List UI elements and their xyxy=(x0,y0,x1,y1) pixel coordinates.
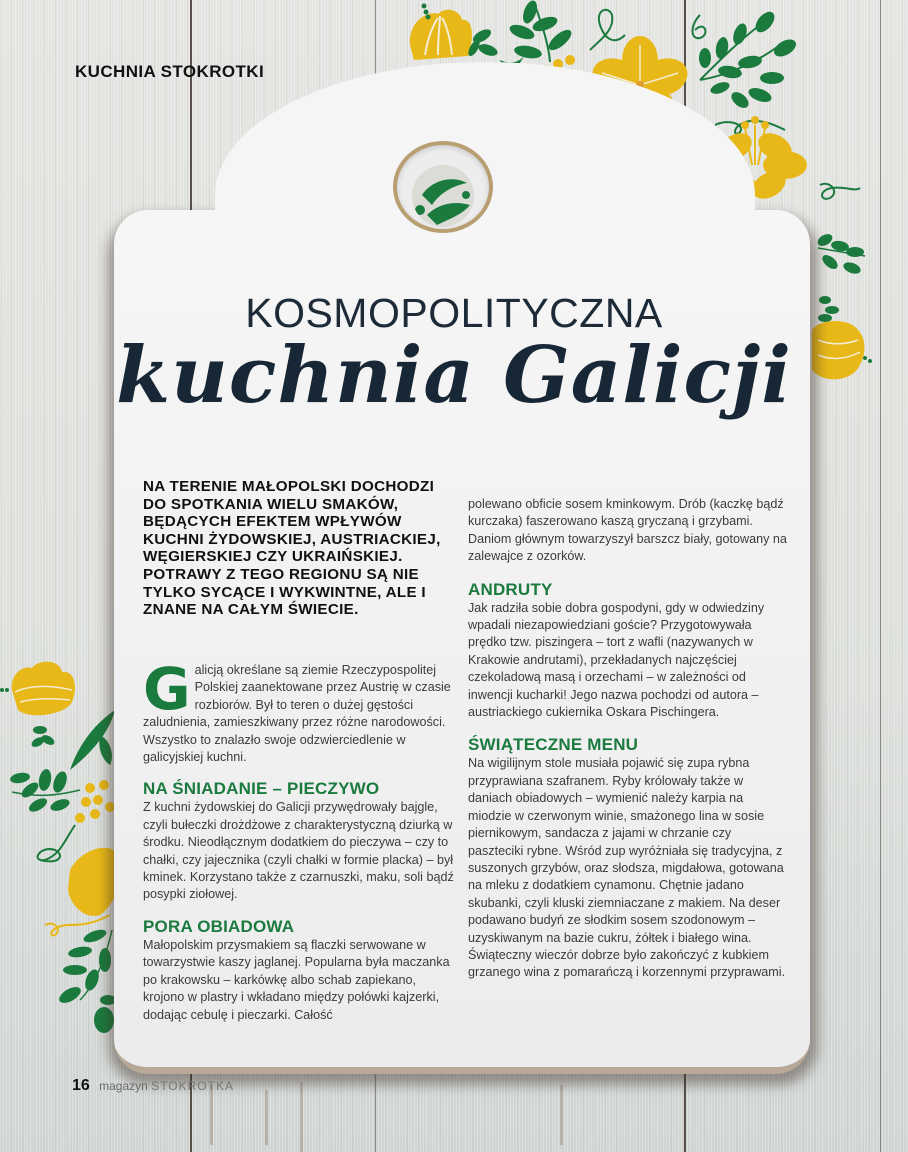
lead-paragraph: NA TERENIE MAŁOPOLSKI DOCHODZI DO SPOTKANIA WIELU SMAKÓW, BĘDĄCYCH EFEKTEM WPŁYWÓW KUCHNI ŻYDOWSKIEJ, AUSTRIACKIEJ, WĘGIERSKIEJ CZY UKRAIŃSKIEJ. POTRAWY Z TEGO REGIONU SĄ NIE TYLKO SYCĄCE I WYKWINTNE, ALE I ZNANE NA CAŁYM ŚWIECIE. xyxy=(143,478,441,619)
plank-gap xyxy=(880,0,881,1152)
article-column-left xyxy=(143,655,455,1024)
wood-stain xyxy=(300,1082,303,1152)
section-heading-christmas: ŚWIĄTECZNE MENU xyxy=(468,735,639,755)
section-body-breakfast: Z kuchni żydowskiej do Galicji przywędrowały bajgle, czyli bułeczki drożdżowe z charakterystyczną dziurką w środku. Nieodłącznym dodatkiem do pieczywa – czy to chałki, czy jajecznika (czyli chałki w formie placka) – był kminek. Korzystano także z czarnuszki, maku, soli bądź posypki ziołowej. xyxy=(143,800,454,902)
page-footer xyxy=(72,1077,234,1095)
section-heading-lunch: PORA OBIADOWA xyxy=(143,916,295,936)
intro-text: alicją określane są ziemie Rzeczypospolitej Polskiej zaanektowane przez Austrię w czasie rozbiorów. Był to teren o dużej gęstości zaludnienia, zamieszkiwany przez różne narodowości. Wszystko to znalazło swoje odzwierciedlenie w galicyjskiej kuchni. xyxy=(143,663,451,765)
section-body-lunch-cont: polewano obficie sosem kminkowym. Drób (kaczkę bądź kurczaka) faszerowano kaszą gryczaną i grzybami. Daniom głównym towarzyszył barszcz biały, gotowany na zalewajce z ozorków. xyxy=(468,497,787,564)
section-body-lunch: Małopolskim przysmakiem są flaczki serwowane w towarzystwie kaszy jaglanej. Popularna była maczanka po krakowsku – karkówkę albo schab zapiekano, krojono w plastry i wkładano między połówki kajzerki, dodając cebulę i pieczarki. Całość xyxy=(143,937,450,1022)
intro-paragraph xyxy=(143,655,455,766)
section-heading-breakfast: NA ŚNIADANIE – PIECZYWO xyxy=(143,779,380,799)
page-number: 16 xyxy=(72,1077,90,1094)
article-column-right xyxy=(468,496,788,982)
section-heading-andruty: ANDRUTY xyxy=(468,579,553,599)
magazine-label: magazyn xyxy=(99,1079,148,1093)
drop-cap: G xyxy=(143,655,191,723)
title-kicker: KOSMOPOLITYCZNA xyxy=(245,290,663,336)
section-label: KUCHNIA STOKROTKI xyxy=(75,62,265,81)
hole-floral-icon xyxy=(412,165,474,227)
section-body-christmas: Na wigilijnym stole musiała pojawić się zupa rybna przyprawiana szafranem. Ryby królowały także w daniach obiadowych – wymienić należy karpia na miodzie w czerwonym winie, smażonego lina w sosie piernikowym, sandacza z jajami w chrzanie czy paszteciki rybne. Wśród zup wyróżniała się tradycyjna, z suszonych grzybów, oraz słodsza, migdałowa, gotowana na mleku z dodatkiem cynamonu. Chętnie jadano skubanki, czyli kluski ziemniaczane z makiem. Na deser podawano budyń ze słodkim sosem szodonowym – uzyskiwanym na bazie cukru, żółtek i białego wina. Świąteczny wieczór dobrze było zakończyć z kubkiem grzanego wina z pomarańczą i korzennymi przyprawami. xyxy=(468,756,786,980)
wood-stain xyxy=(265,1090,268,1145)
title-main: kuchnia Galicji xyxy=(116,330,792,421)
section-body-andruty: Jak radziła sobie dobra gospodyni, gdy w odwiedziny wpadali niezapowiedziani goście? Przygotowywała prędko tzw. piszingera – tort z wafli (nazywanych w Krakowie andrutami), przekładanych najczęściej czekoladową masą i orzechami – w zależności od inwencji kucharki! Jego nazwa pochodzi od autora – austriackiego cukiernika Oskara Pischingera. xyxy=(468,600,765,720)
magazine-brand: STOKROTKA xyxy=(151,1079,234,1093)
board-hole xyxy=(412,165,474,227)
wood-stain xyxy=(560,1085,563,1145)
